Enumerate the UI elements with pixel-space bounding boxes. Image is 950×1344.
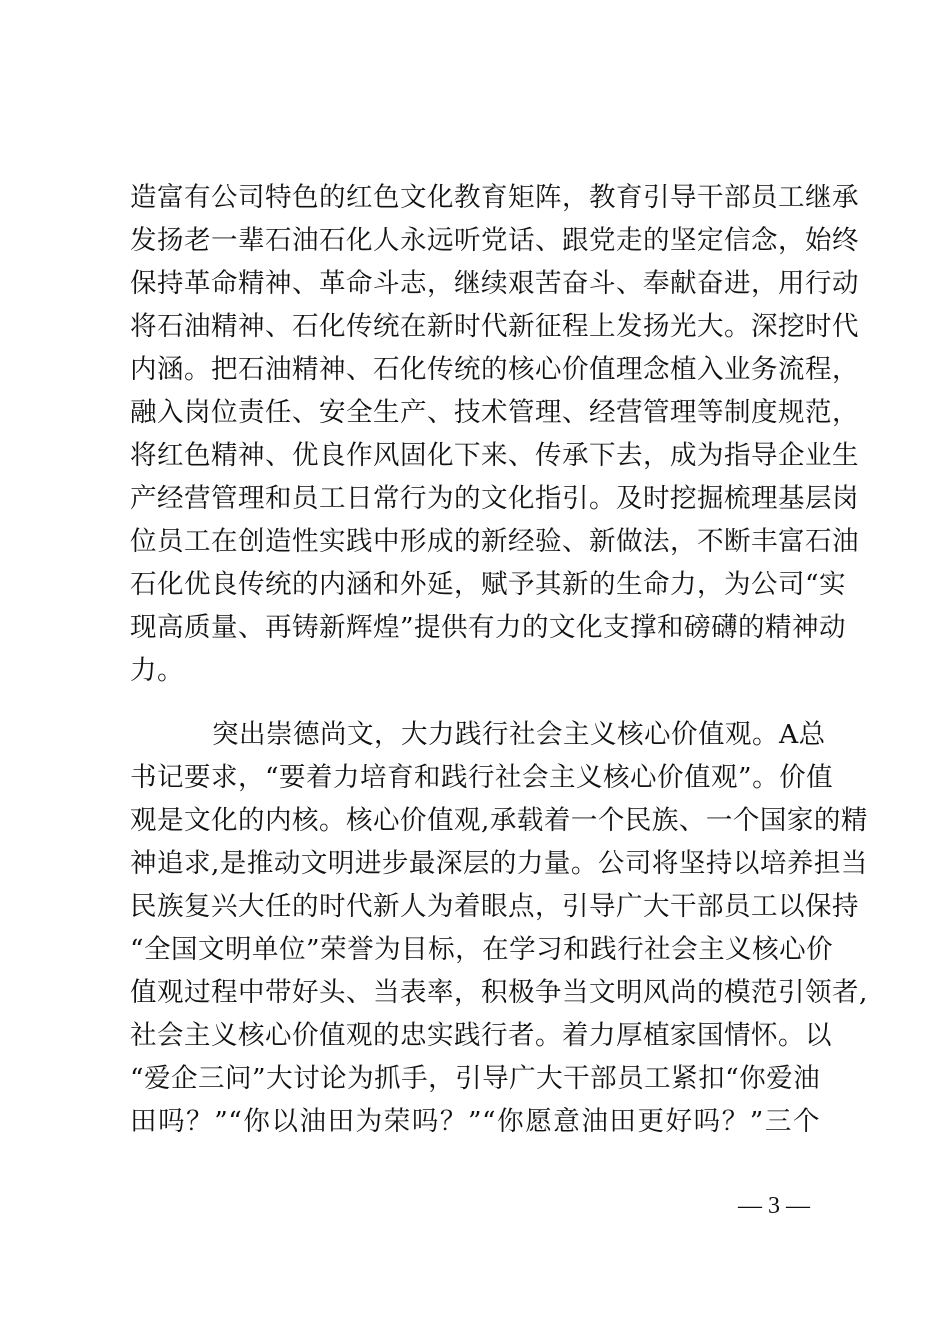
text-line-4: 将石油精神、石化传统在新时代新征程上发扬光大。深挖时代 [130, 311, 859, 342]
text-line-13: 突出崇德尚文，大力践行社会主义核心价值观。A总 [212, 719, 826, 750]
text-line-15: 观是文化的内核。核心价值观,承载着一个民族、一个国家的精 [130, 805, 868, 836]
page-number: — 3 — [738, 1193, 810, 1219]
text-line-10: 石化优良传统的内涵和外延，赋予其新的生命力，为公司“实 [130, 569, 847, 600]
text-line-12: 力。 [130, 655, 184, 686]
text-line-5: 内涵。把石油精神、石化传统的核心价值理念植入业务流程， [130, 354, 859, 385]
text-line-18: “全国文明单位”荣誉为目标，在学习和践行社会主义核心价 [130, 934, 834, 965]
text-line-14: 书记要求，“要着力培育和践行社会主义核心价值观”。价值 [130, 762, 834, 793]
text-line-19: 值观过程中带好头、当表率，积极争当文明风尚的模范引领者, [130, 977, 868, 1008]
text-line-20: 社会主义核心价值观的忠实践行者。着力厚植家国情怀。以 [130, 1020, 832, 1051]
text-line-7: 将红色精神、优良作风固化下来、传承下去，成为指导企业生 [130, 440, 859, 471]
text-line-22: 田吗？”“你以油田为荣吗？”“你愿意油田更好吗？”三个 [130, 1106, 820, 1137]
text-line-17: 民族复兴大任的时代新人为着眼点，引导广大干部员工以保持 [130, 891, 859, 922]
text-line-8: 产经营管理和员工日常行为的文化指引。及时挖掘梳理基层岗 [130, 483, 859, 514]
text-line-9: 位员工在创造性实践中形成的新经验、新做法，不断丰富石油 [130, 526, 859, 557]
text-line-21: “爱企三问”大讨论为抓手，引导广大干部员工紧扣“你爱油 [130, 1063, 821, 1094]
text-line-16: 神追求,是推动文明进步最深层的力量。公司将坚持以培养担当 [130, 848, 868, 879]
text-line-6: 融入岗位责任、安全生产、技术管理、经营管理等制度规范， [130, 397, 859, 428]
text-line-2: 发扬老一辈石油石化人永远听党话、跟党走的坚定信念，始终 [130, 225, 859, 256]
text-line-1: 造富有公司特色的红色文化教育矩阵，教育引导干部员工继承 [130, 182, 859, 213]
text-line-3: 保持革命精神、革命斗志，继续艰苦奋斗、奉献奋进，用行动 [130, 268, 859, 299]
text-line-11: 现高质量、再铸新辉煌”提供有力的文化支撑和磅礴的精神动 [130, 612, 847, 643]
